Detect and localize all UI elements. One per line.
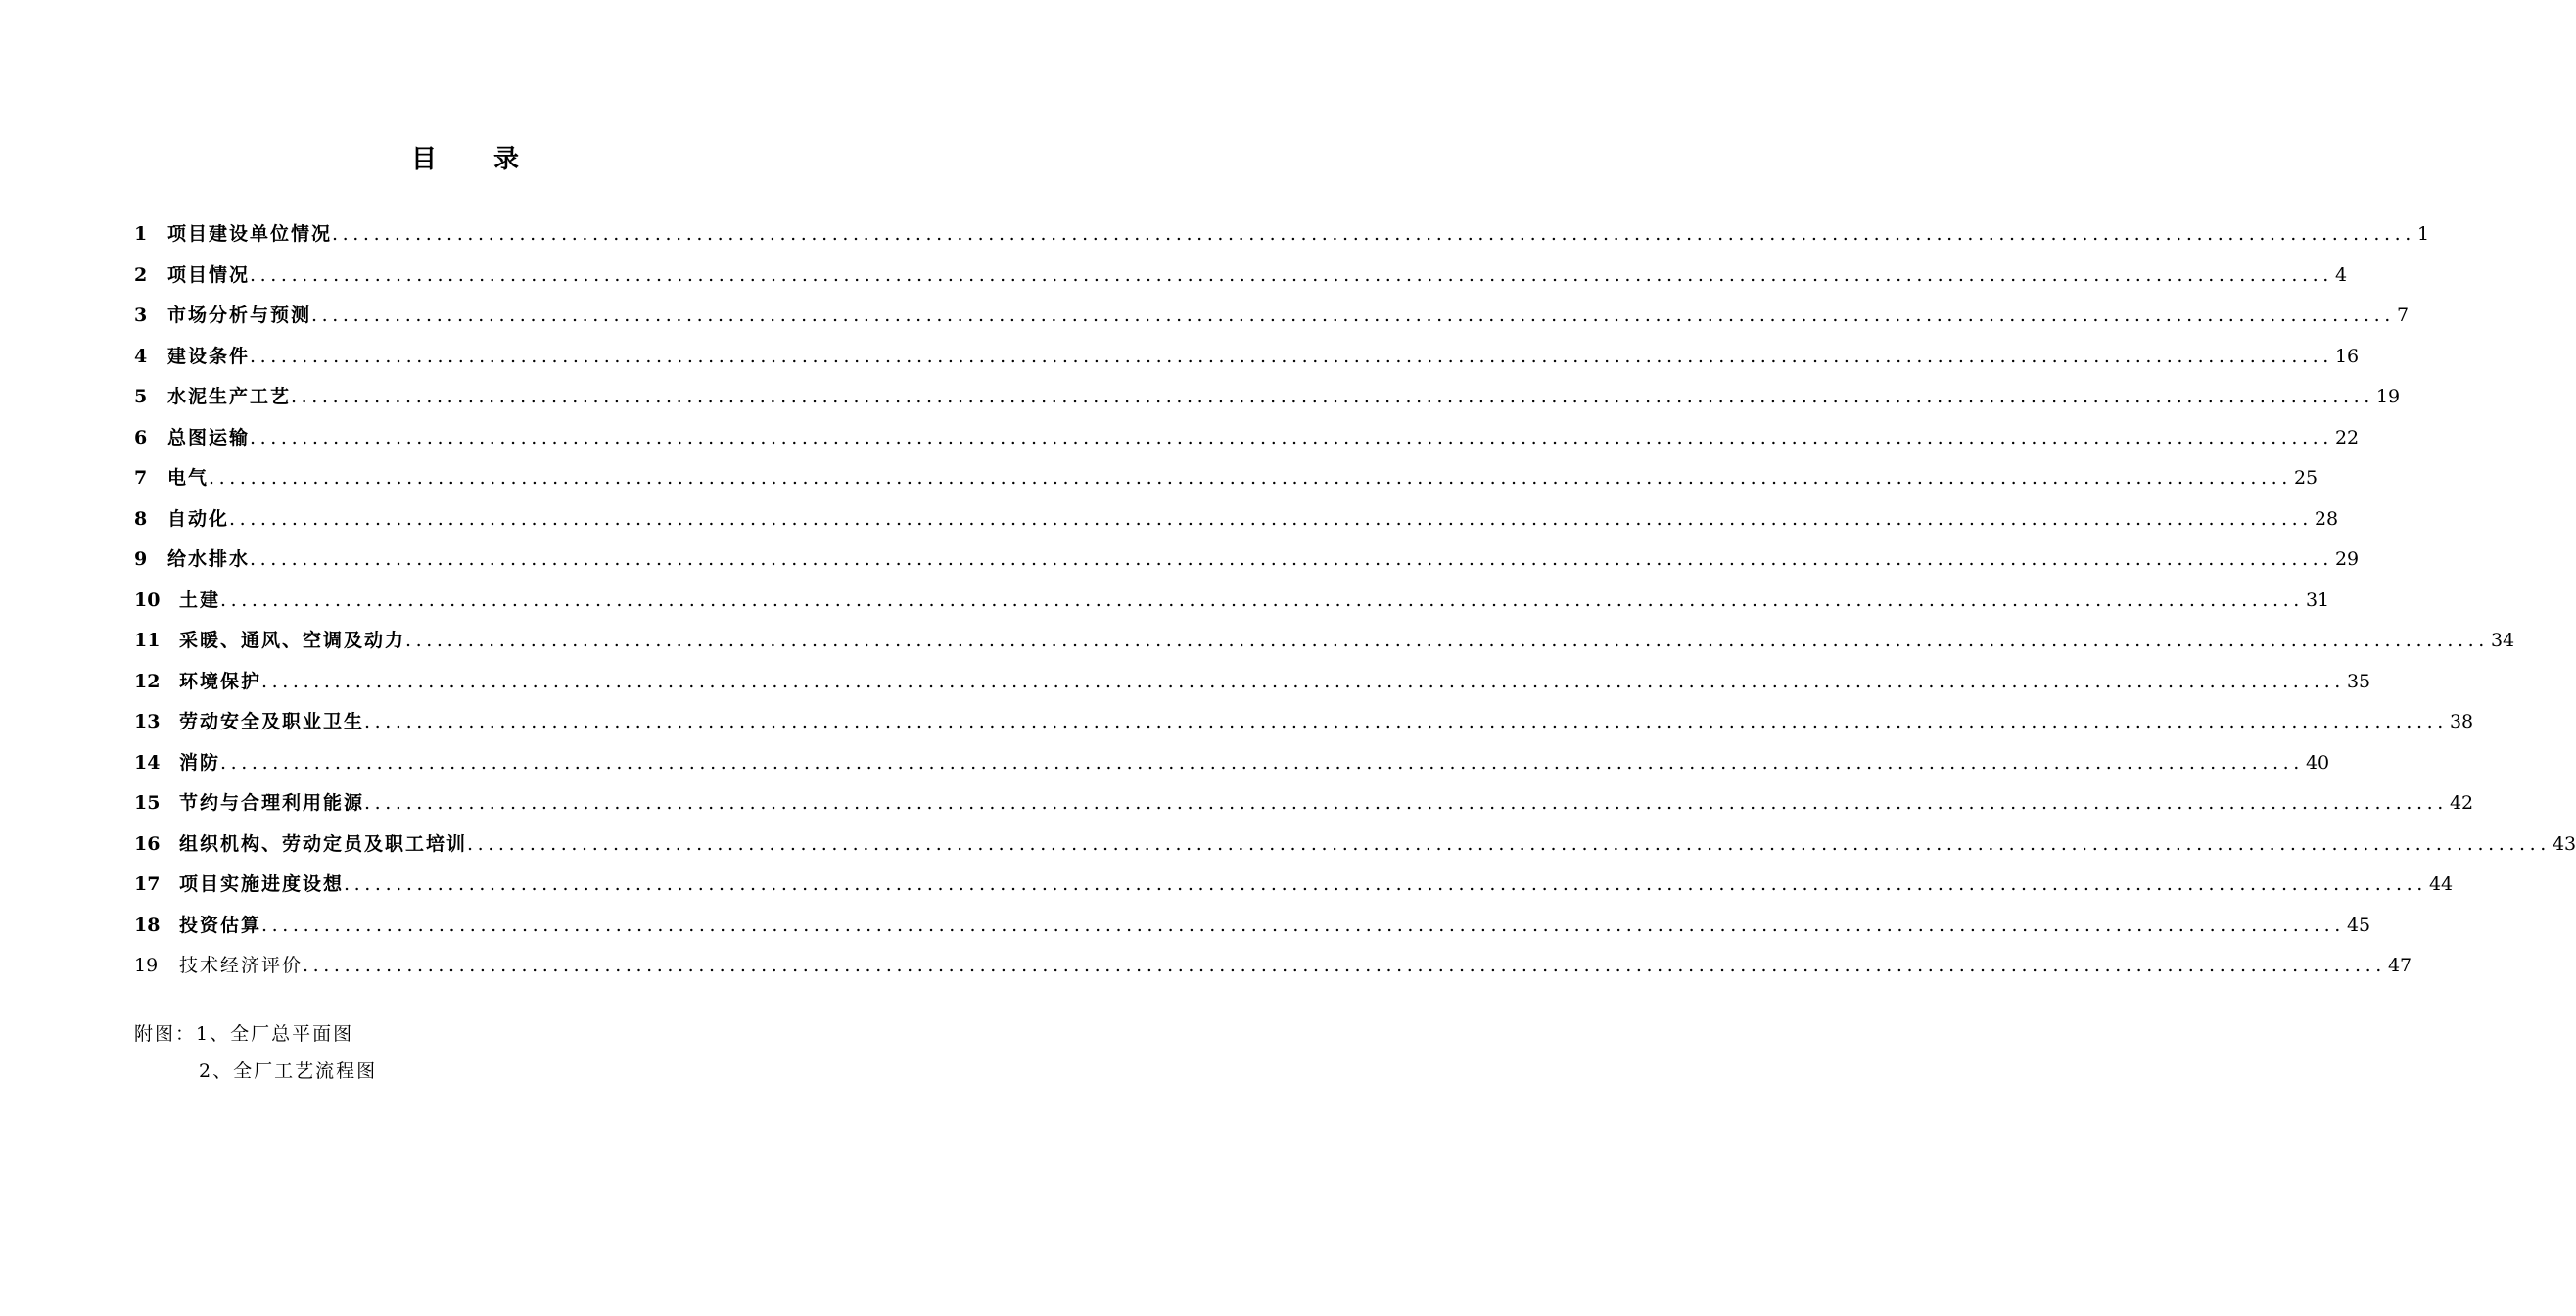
toc-leader-dots: ........................................................................................................................................................................................................ <box>261 670 2345 692</box>
toc-entry[interactable] <box>134 746 2330 787</box>
toc-entry[interactable] <box>134 949 2412 990</box>
toc-entry-number: 4 <box>134 345 148 367</box>
toc-entry-page: 40 <box>2305 751 2330 774</box>
toc-leader-dots: ........................................................................................................................................................................................................ <box>229 507 2313 530</box>
toc-entry-label: 采暖、通风、空调及动力 <box>179 630 406 651</box>
toc-list <box>134 217 2576 990</box>
toc-entry-label: 消防 <box>179 751 221 774</box>
toc-entry[interactable] <box>134 542 2360 584</box>
toc-entry-label: 市场分析与预测 <box>167 305 312 326</box>
toc-entry-page: 19 <box>2375 386 2401 407</box>
toc-entry-page: 1 <box>2416 223 2430 245</box>
toc-leader-dots: ........................................................................................................................................................................................................ <box>209 467 2292 489</box>
toc-entry-page: 47 <box>2387 955 2412 976</box>
toc-leader-dots: ........................................................................................................................................................................................................ <box>220 751 2304 774</box>
toc-leader-dots: ........................................................................................................................................................................................................ <box>364 711 2448 732</box>
toc-entry-number: 10 <box>134 588 161 611</box>
toc-entry-page: 42 <box>2449 792 2474 814</box>
toc-entry-label: 项目情况 <box>167 263 251 286</box>
toc-entry-number: 18 <box>134 914 161 936</box>
toc-entry-page: 44 <box>2428 873 2454 895</box>
toc-entry-page: 4 <box>2334 263 2348 286</box>
toc-leader-dots: ........................................................................................................................................................................................................ <box>303 955 2386 976</box>
toc-entry-number: 17 <box>134 873 161 895</box>
appendix-line-2: 2、全厂工艺流程图 <box>199 1060 378 1082</box>
toc-entry-number: 19 <box>134 955 159 976</box>
toc-entry-label: 节约与合理利用能源 <box>179 792 365 814</box>
toc-entry-label: 水泥生产工艺 <box>167 386 292 407</box>
appendix-line-1: 附图：1、全厂总平面图 <box>134 1023 354 1045</box>
toc-entry[interactable] <box>134 340 2360 381</box>
toc-entry[interactable] <box>134 380 2401 421</box>
toc-entry[interactable] <box>134 624 2515 665</box>
toc-leader-dots: ........................................................................................................................................................................................................ <box>364 792 2448 814</box>
toc-entry-number: 5 <box>134 386 148 407</box>
toc-leader-dots: ........................................................................................................................................................................................................ <box>250 345 2333 367</box>
toc-entry-label: 给水排水 <box>167 548 251 570</box>
toc-entry[interactable] <box>134 705 2474 746</box>
toc-leader-dots: ........................................................................................................................................................................................................ <box>250 548 2333 570</box>
toc-leader-dots: ........................................................................................................................................................................................................ <box>250 263 2333 286</box>
toc-entry-label: 技术经济评价 <box>179 955 304 976</box>
toc-entry-page: 28 <box>2314 507 2339 530</box>
title-char-2: 录 <box>493 145 520 174</box>
toc-entry-page: 45 <box>2346 914 2371 936</box>
toc-entry-number: 15 <box>134 792 161 814</box>
toc-entry-label: 电气 <box>167 467 210 489</box>
toc-entry-page: 38 <box>2449 711 2474 732</box>
toc-entry[interactable] <box>134 786 2474 827</box>
toc-entry-number: 16 <box>134 832 161 855</box>
toc-leader-dots: ........................................................................................................................................................................................................ <box>311 305 2395 326</box>
toc-title <box>0 139 930 175</box>
toc-leader-dots: ........................................................................................................................................................................................................ <box>332 223 2415 245</box>
toc-entry-label: 组织机构、劳动定员及职工培训 <box>179 832 468 855</box>
toc-entry-number: 7 <box>134 467 148 489</box>
toc-entry-number: 13 <box>134 711 161 732</box>
toc-leader-dots: ........................................................................................................................................................................................................ <box>261 914 2345 936</box>
toc-entry[interactable] <box>134 827 2576 869</box>
toc-entry[interactable] <box>134 421 2360 462</box>
toc-leader-dots: ........................................................................................................................................................................................................ <box>291 386 2374 407</box>
toc-entry-label: 环境保护 <box>179 670 262 692</box>
toc-entry[interactable] <box>134 461 2318 502</box>
toc-leader-dots: ........................................................................................................................................................................................................ <box>344 873 2427 895</box>
toc-entry-page: 25 <box>2293 467 2318 489</box>
toc-leader-dots: ........................................................................................................................................................................................................ <box>405 630 2489 651</box>
toc-entry-page: 7 <box>2396 305 2410 326</box>
toc-entry-number: 14 <box>134 751 161 774</box>
toc-entry-number: 9 <box>134 548 148 570</box>
toc-entry-number: 11 <box>134 630 161 651</box>
toc-entry[interactable] <box>134 502 2339 543</box>
toc-entry-page: 16 <box>2334 345 2360 367</box>
toc-entry-page: 31 <box>2305 588 2330 611</box>
toc-entry-number: 3 <box>134 305 148 326</box>
toc-entry-page: 35 <box>2346 670 2371 692</box>
toc-entry-page: 34 <box>2490 630 2515 651</box>
appendix-figures <box>134 1018 377 1093</box>
toc-entry-page: 22 <box>2334 426 2360 448</box>
toc-entry-label: 项目实施进度设想 <box>179 873 345 895</box>
toc-entry-label: 总图运输 <box>167 426 251 448</box>
toc-entry-label: 土建 <box>179 588 221 611</box>
toc-entry-label: 劳动安全及职业卫生 <box>179 711 365 732</box>
toc-entry-number: 2 <box>134 263 148 286</box>
toc-entry-page: 29 <box>2334 548 2360 570</box>
toc-entry-number: 1 <box>134 223 148 245</box>
toc-leader-dots: ........................................................................................................................................................................................................ <box>250 426 2333 448</box>
toc-entry-number: 6 <box>134 426 148 448</box>
title-char-1: 目 <box>410 145 437 174</box>
toc-entry[interactable] <box>134 665 2371 706</box>
toc-entry-label: 建设条件 <box>167 345 251 367</box>
toc-entry[interactable] <box>134 909 2371 950</box>
toc-entry-number: 12 <box>134 670 161 692</box>
toc-entry-page: 43 <box>2552 832 2576 855</box>
toc-leader-dots: ........................................................................................................................................................................................................ <box>467 832 2551 855</box>
toc-leader-dots: ........................................................................................................................................................................................................ <box>220 588 2304 611</box>
toc-entry-label: 投资估算 <box>179 914 262 936</box>
toc-entry[interactable] <box>134 584 2330 625</box>
toc-entry[interactable] <box>134 217 2430 258</box>
toc-entry-number: 8 <box>134 507 148 530</box>
toc-entry-label: 自动化 <box>167 507 230 530</box>
toc-entry[interactable] <box>134 258 2348 300</box>
toc-entry[interactable] <box>134 868 2454 909</box>
toc-entry[interactable] <box>134 299 2410 340</box>
toc-entry-label: 项目建设单位情况 <box>167 223 333 245</box>
